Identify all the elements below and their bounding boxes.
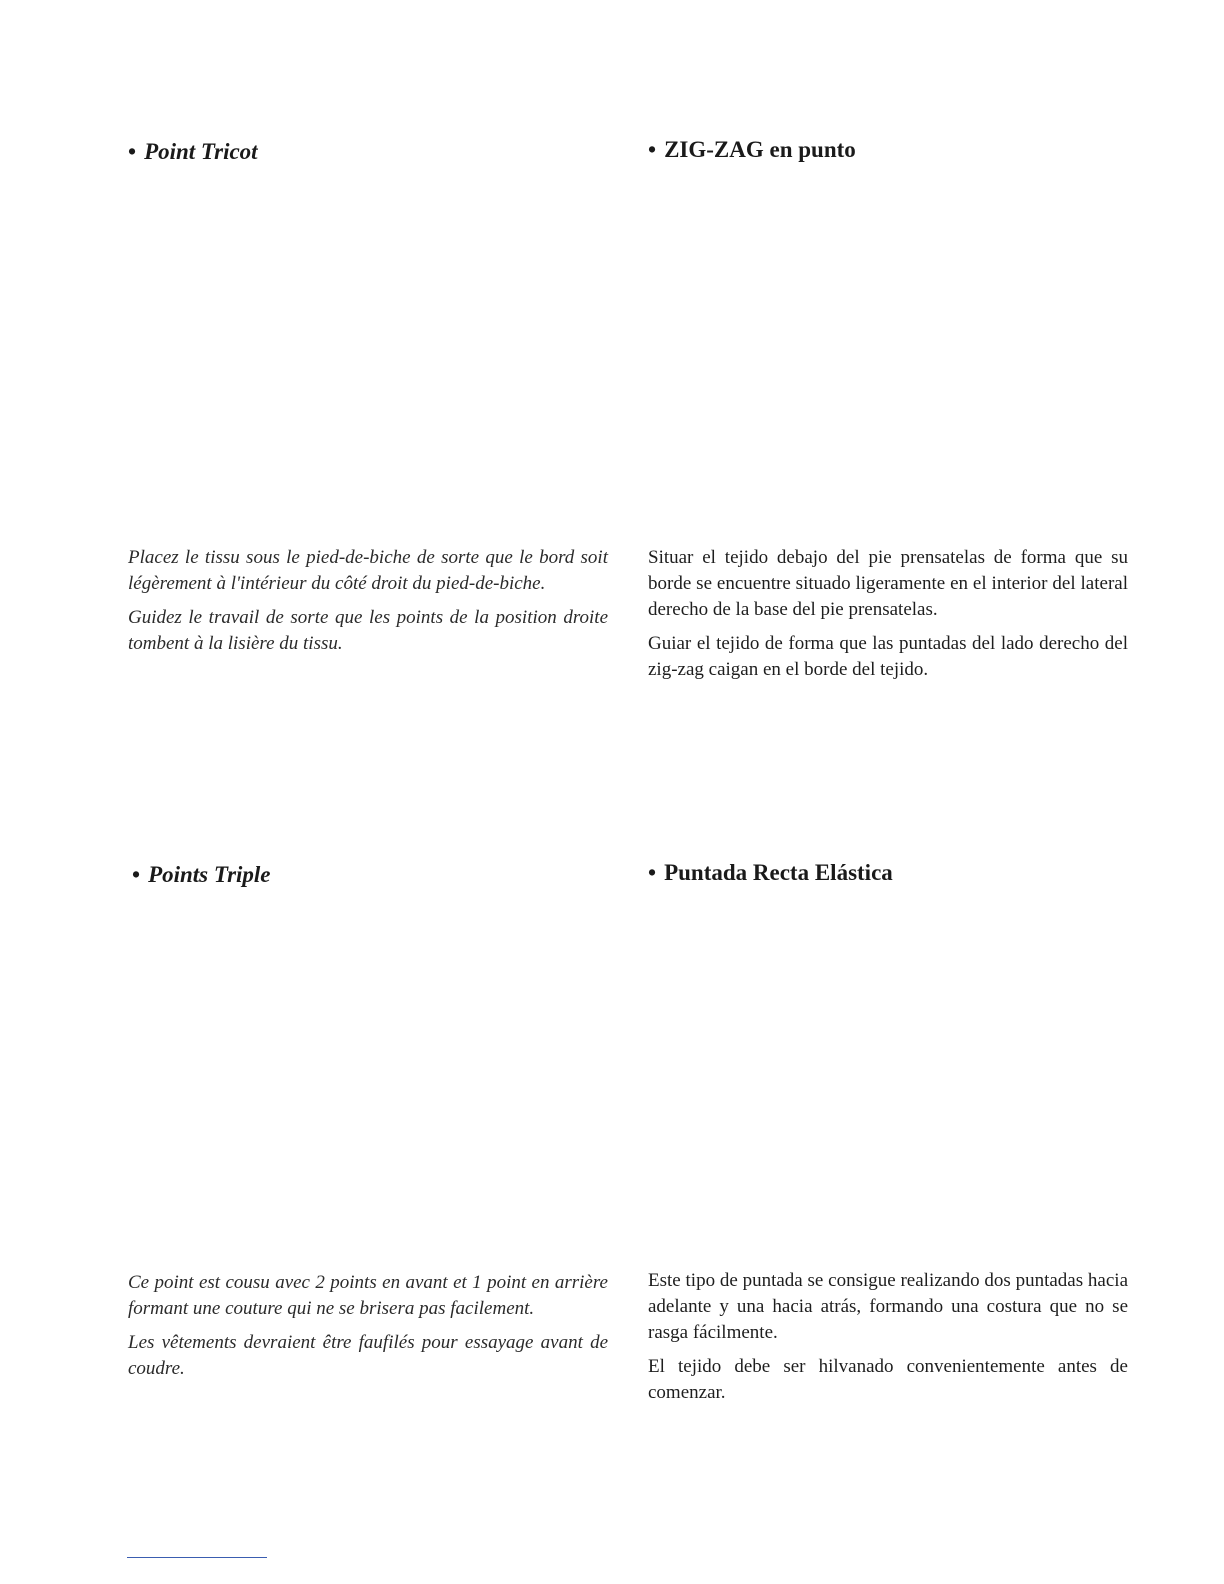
section-1-spanish-title: ZIG-ZAG en punto (664, 137, 856, 162)
section-2-spanish-title: Puntada Recta Elástica (664, 860, 893, 885)
section-2-french-text (128, 1270, 608, 1390)
section-1-french-text (128, 545, 608, 665)
bullet-icon: • (648, 137, 657, 162)
section-1-french-title: Point Tricot (144, 139, 258, 164)
bullet-icon: • (128, 139, 137, 164)
section-2-french-paragraph-1: Ce point est cousu avec 2 points en avant et 1 point en arrière formant une couture qui ne se brisera pas facilement. (128, 1272, 608, 1319)
section-1-french-paragraph-1: Placez le tissu sous le pied-de-biche de sorte que le bord soit légèrement à l'intérieur du côté droit du pied-de-biche. (128, 547, 608, 594)
bullet-icon: • (132, 862, 141, 887)
section-1-spanish-heading (648, 135, 856, 165)
section-2-spanish-paragraph-1: Este tipo de puntada se consigue realizando dos puntadas hacia adelante y una hacia atrás, formando una costura que no se rasga fácilmente. (648, 1270, 1128, 1343)
bullet-icon: • (648, 860, 657, 885)
section-1-french-heading (128, 137, 258, 167)
section-2-french-paragraph-2: Les vêtements devraient être faufilés pour essayage avant de coudre. (128, 1332, 608, 1379)
section-2-spanish-heading (648, 858, 893, 888)
section-2-french-title: Points Triple (148, 862, 271, 887)
section-1-french-paragraph-2: Guidez le travail de sorte que les points de la position droite tombent à la lisière du tissu. (128, 607, 608, 654)
section-1-spanish-text (648, 545, 1128, 691)
section-2-french-heading (132, 860, 271, 890)
section-2-spanish-paragraph-2: El tejido debe ser hilvanado convenientemente antes de comenzar. (648, 1356, 1128, 1403)
section-1-spanish-paragraph-2: Guiar el tejido de forma que las puntadas del lado derecho del zig-zag caigan en el borde del tejido. (648, 633, 1128, 680)
section-2-spanish-text (648, 1268, 1128, 1414)
section-1-spanish-paragraph-1: Situar el tejido debajo del pie prensatelas de forma que su borde se encuentre situado ligeramente en el interior del lateral derecho de la base del pie prensatelas. (648, 547, 1128, 620)
footer-rule (127, 1557, 267, 1558)
